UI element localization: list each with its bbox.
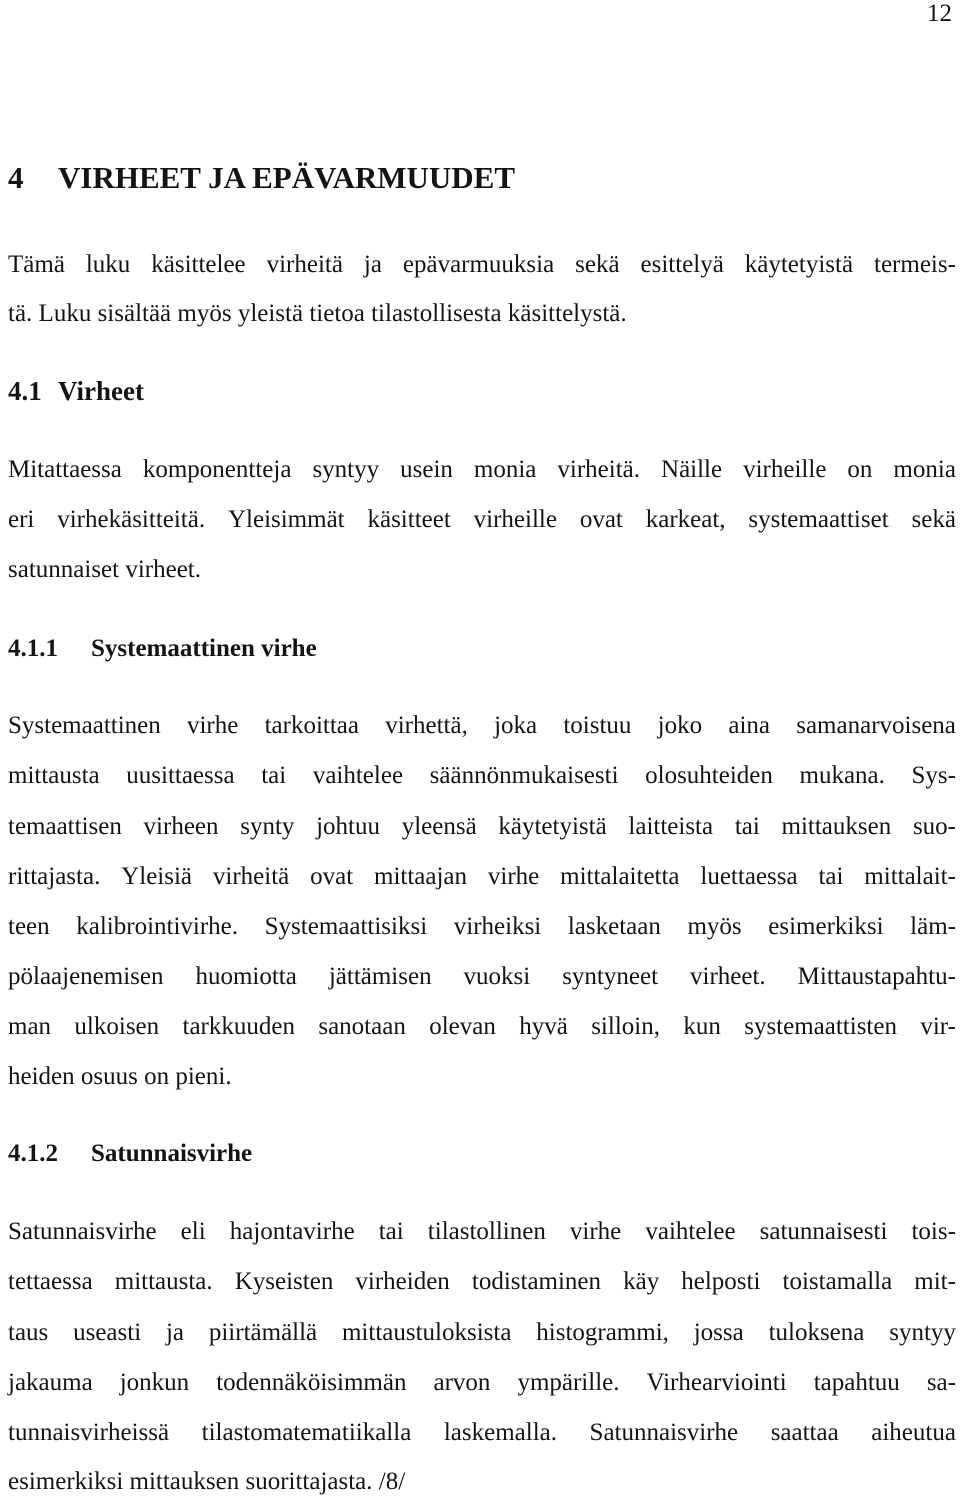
paragraph-line: tunnaisvirheissä tilastomatematiikalla laskemalla. Satunnaisvirhe saattaa aiheutua [8, 1419, 956, 1446]
paragraph-line: man ulkoisen tarkkuuden sanotaan olevan hyvä silloin, kun systemaattisten vir- [8, 1013, 956, 1040]
chapter-number: 4 [8, 160, 24, 195]
chapter-title: VIRHEET JA EPÄVARMUUDET [58, 160, 516, 195]
section-number: 4.1 [8, 376, 42, 406]
paragraph-line: taus useasti ja piirtämällä mittaustuloksista histogrammi, jossa tuloksena syntyy [8, 1319, 956, 1346]
paragraph-line: mittausta uusittaessa tai vaihtelee säännönmukaisesti olosuhteiden mukana. Sys- [8, 762, 956, 789]
paragraph-line: Mitattaessa komponentteja syntyy usein monia virheitä. Näille virheille on monia [8, 456, 956, 483]
section-title: Systemaattinen virhe [91, 635, 317, 662]
section-title: Satunnaisvirhe [91, 1140, 253, 1167]
paragraph-line: pölaajenemisen huomiotta jättämisen vuoksi syntyneet virheet. Mittaustapahtu- [8, 963, 956, 990]
chapter-heading [8, 160, 516, 195]
section-title: Virheet [58, 376, 144, 406]
paragraph-line: eri virhekäsitteitä. Yleisimmät käsitteet virheille ovat karkeat, systemaattiset sekä [8, 506, 956, 533]
section-number: 4.1.1 [8, 635, 58, 662]
paragraph-line: Satunnaisvirhe eli hajontavirhe tai tilastollinen virhe vaihtelee satunnaisesti tois- [8, 1218, 956, 1245]
section-heading-4-1-1 [8, 634, 317, 664]
paragraph-line: heiden osuus on pieni. [8, 1063, 232, 1090]
section-heading-4-1 [8, 376, 144, 406]
paragraph-line: jakauma jonkun todennäköisimmän arvon ympärille. Virhearviointi tapahtuu sa- [8, 1369, 956, 1396]
section-number: 4.1.2 [8, 1140, 58, 1167]
paragraph-line: satunnaiset virheet. [8, 556, 201, 583]
paragraph-line: esimerkiksi mittauksen suorittajasta. /8/ [8, 1468, 406, 1495]
page-number: 12 [927, 0, 952, 27]
paragraph-line: temaattisen virheen synty johtuu yleensä käytetyistä laitteista tai mittauksen suo- [8, 813, 956, 840]
paragraph-line: rittajasta. Yleisiä virheitä ovat mittaajan virhe mittalaitetta luettaessa tai mittalait- [8, 863, 956, 890]
paragraph-line: Systemaattinen virhe tarkoittaa virhettä, joka toistuu joko aina samanarvoisena [8, 712, 956, 739]
paragraph-line: teen kalibrointivirhe. Systemaattisiksi virheiksi lasketaan myös esimerkiksi läm- [8, 913, 956, 940]
paragraph-line: tettaessa mittausta. Kyseisten virheiden todistaminen käy helposti toistamalla mit- [8, 1268, 956, 1295]
intro-line: tä. Luku sisältää myös yleistä tietoa tilastollisesta käsittelystä. [8, 300, 627, 327]
intro-line: Tämä luku käsittelee virheitä ja epävarmuuksia sekä esittelyä käytetyistä termeis- [8, 251, 956, 278]
section-heading-4-1-2 [8, 1139, 252, 1169]
